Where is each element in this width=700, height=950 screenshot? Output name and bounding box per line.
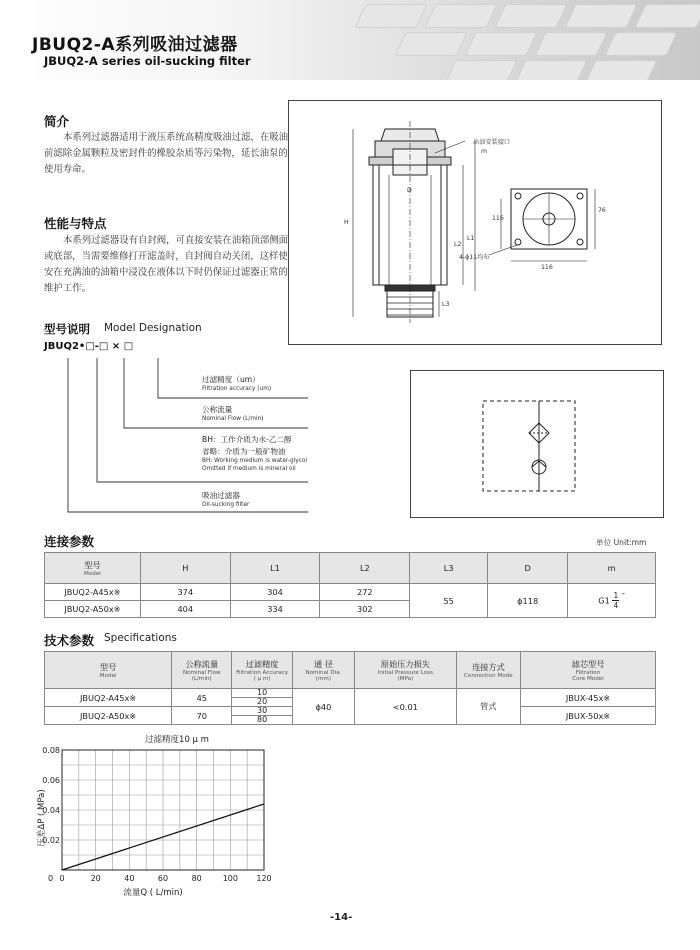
- specs-heading-cn: 技术参数: [44, 633, 95, 648]
- connection-cell-l2: 272: [320, 584, 410, 601]
- dim-l2-label: L2: [454, 241, 462, 248]
- dim-l1-label: L1: [467, 235, 475, 242]
- connection-col-l3: L3: [410, 553, 488, 584]
- designation-item-flow-cn: 公称流量: [202, 405, 233, 414]
- connection-col-l1: L1: [230, 553, 320, 584]
- dim-116-vertical-label: 116: [492, 215, 504, 222]
- y-tick-label: 0.08: [42, 746, 60, 755]
- hydraulic-symbol-box: [410, 370, 664, 518]
- x-tick-label: 0: [59, 874, 65, 883]
- x-axis-label: 流量Q ( L/min): [123, 888, 183, 898]
- accuracy-value: 80: [257, 715, 268, 724]
- designation-item-filter-en: Oil-sucking filter: [202, 502, 250, 508]
- dim-m-label: m: [481, 148, 488, 155]
- dim-l3-label: L3: [442, 301, 450, 308]
- connection-cell-l1: 334: [230, 601, 320, 618]
- dim-h-label: H: [344, 219, 349, 226]
- specs-header-row: [45, 652, 656, 689]
- intro-heading: 简介: [44, 114, 70, 129]
- specs-cell-core: JBUX-50x※: [521, 707, 656, 725]
- specs-cell-model: JBUQ2-A50x※: [45, 707, 172, 725]
- origin-label: 0: [48, 874, 54, 883]
- connection-cell-l1: 304: [230, 584, 320, 601]
- intro-text: 本系列过滤器适用于液压系统高精度吸油过滤，在吸油前滤除金属颗粒及密封件的橡胶杂质等污染物，延长油泵的使用寿命。: [44, 132, 289, 175]
- table-row: [45, 689, 656, 707]
- designation-code: JBUQ2•□-□ × □: [44, 341, 134, 352]
- connection-col-d: D: [488, 553, 568, 584]
- connection-cell-l3: 55: [410, 584, 488, 618]
- specs-cell-dia: ϕ40: [292, 689, 354, 725]
- outlet-label: 出油安装接口: [473, 139, 511, 146]
- features-heading: 性能与特点: [44, 216, 107, 231]
- specs-cell-core: JBUX-45x※: [521, 689, 656, 707]
- specs-cell-mode: 管式: [456, 689, 520, 725]
- connection-cell-d: ϕ118: [488, 584, 568, 618]
- specs-col-model: 型号 Model: [45, 652, 172, 689]
- specs-table: [44, 651, 656, 725]
- connection-col-h: H: [140, 553, 230, 584]
- specs-col-dia: 通 径 Nominal Dia. (mm): [292, 652, 354, 689]
- holes-label: 4-ϕ11均布: [459, 254, 490, 261]
- designation-heading-cn: 型号说明: [44, 322, 90, 336]
- specs-col-loss: 原始压力损失 Initial Pressure Loss (MPa): [355, 652, 457, 689]
- hydraulic-symbol-svg: [411, 371, 663, 517]
- features-text: 本系列过滤器设有自封阀，可直接安装在油箱顶部侧面或底部，当需要维修打开滤盖时，自封阀自动关闭，这样使安在充满油的油箱中浸没在液体以下时仍保证过滤器正常的维护工作。: [44, 235, 289, 294]
- connection-col-model: 型号 Model: [45, 553, 141, 584]
- connection-cell-l2: 302: [320, 601, 410, 618]
- specs-cell-flow: 70: [172, 707, 232, 725]
- connection-col-l2: L2: [320, 553, 410, 584]
- designation-item-medium-en2: Omitted if medium is mineral oil: [202, 466, 296, 472]
- specs-heading-en: Specifications: [104, 632, 177, 644]
- designation-item-flow-en: Nominal Flow (L/min): [202, 416, 264, 422]
- connection-table: [44, 552, 656, 618]
- x-tick-label: 120: [256, 874, 272, 883]
- y-tick-label: 0.06: [42, 776, 60, 785]
- connection-header-row: [45, 553, 656, 584]
- dim-d-label: D: [407, 187, 412, 194]
- designation-item-medium-cn: BH：工作介质为水-乙二醇: [202, 435, 292, 444]
- x-tick-label: 20: [90, 874, 101, 883]
- connection-cell-model: JBUQ2-A50x※: [45, 601, 141, 618]
- specs-cell-accuracy: [232, 689, 292, 725]
- x-tick-label: 60: [157, 874, 169, 883]
- dim-116-horizontal-label: 116: [541, 264, 553, 271]
- connection-cell-h: 404: [140, 601, 230, 618]
- designation-item-medium-cn2: 省略：介质为一般矿物油: [202, 447, 286, 456]
- page-subtitle: JBUQ2-A series oil-sucking filter: [44, 54, 251, 68]
- specs-cell-flow: 45: [172, 689, 232, 707]
- specs-cell-model: JBUQ2-A45x※: [45, 689, 172, 707]
- dimension-drawing: [288, 100, 662, 345]
- y-axis-label: 压差ΔP ( MPa): [37, 789, 47, 847]
- connection-cell-h: 374: [140, 584, 230, 601]
- accuracy-value: 10: [232, 689, 291, 698]
- connection-col-m: m: [568, 553, 656, 584]
- x-tick-label: 80: [191, 874, 202, 883]
- connection-heading: 连接参数: [44, 534, 95, 549]
- chart-title: 过滤精度10 μ m: [145, 735, 209, 745]
- designation-item-filter-cn: 吸油过滤器: [202, 491, 240, 500]
- designation-item-medium-en: BH: Working medium is water-glycol: [202, 458, 308, 464]
- designation-item-accuracy-en: Filtration accuracy (um): [202, 386, 272, 392]
- specs-col-accuracy: 过滤精度 Filtration Accuracy ( μ m): [232, 652, 292, 689]
- specs-cell-loss: <0.01: [355, 689, 457, 725]
- specs-col-core: 滤芯型号 Filtration Core Model: [521, 652, 656, 689]
- connection-cell-m: G1 $\frac{1}{4}$ ″: [568, 584, 656, 618]
- specs-col-flow: 公称流量 Nominal Flow (L/min): [172, 652, 232, 689]
- accuracy-value: 30: [232, 707, 291, 716]
- y-tick-label: 0.02: [42, 836, 60, 845]
- connection-cell-model: JBUQ2-A45x※: [45, 584, 141, 601]
- accuracy-value: 20: [232, 698, 291, 707]
- specs-col-mode: 连接方式 Connection Mode: [456, 652, 520, 689]
- page-title: JBUQ2-A系列吸油过滤器: [32, 35, 238, 55]
- designation-item-accuracy-cn: 过滤精度（um）: [202, 375, 260, 384]
- pressure-flow-chart: [36, 728, 296, 898]
- dim-76-label: 76: [598, 207, 606, 214]
- table-row: [45, 584, 656, 601]
- x-tick-label: 40: [124, 874, 135, 883]
- y-tick-label: 0.04: [42, 806, 60, 815]
- page-number: -14-: [330, 912, 353, 923]
- x-tick-label: 100: [222, 874, 238, 883]
- connection-unit: 单位 Unit:mm: [596, 538, 647, 547]
- designation-heading-en: Model Designation: [104, 322, 202, 334]
